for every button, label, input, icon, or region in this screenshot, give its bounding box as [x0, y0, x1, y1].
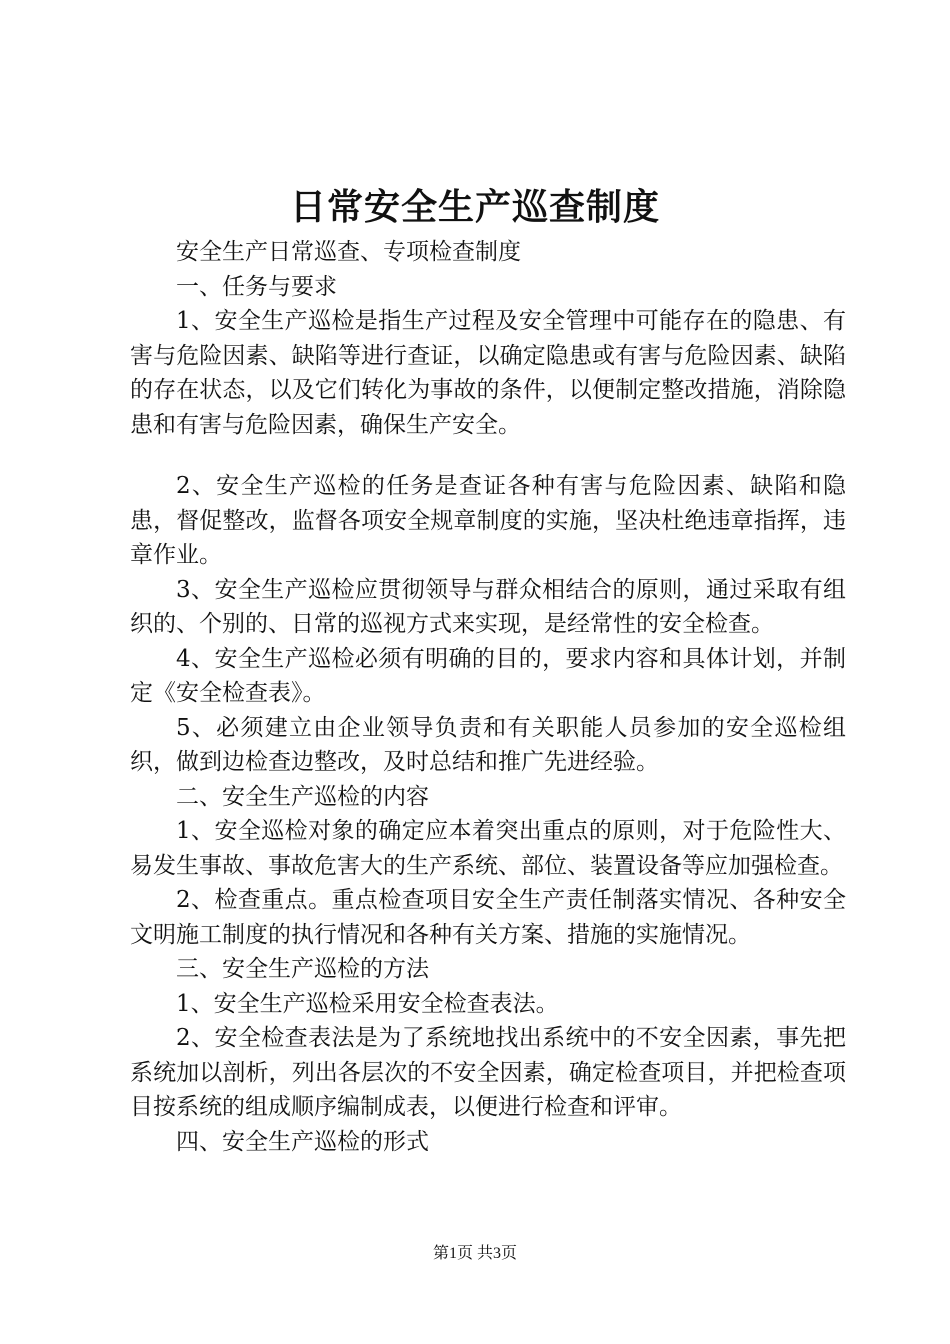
document-body — [130, 235, 846, 1159]
paragraph: 2、安全检查表法是为了系统地找出系统中的不安全因素，事先把系统加以剖析，列出各层次的不安全因素，确定检查项目，并把检查项目按系统的组成顺序编制成表，以便进行检查和评审。 — [130, 1025, 846, 1120]
paragraph: 2、检查重点。重点检查项目安全生产责任制落实情况、各种安全文明施工制度的执行情况和各种有关方案、措施的实施情况。 — [130, 887, 846, 948]
paragraph: 5、必须建立由企业领导负责和有关职能人员参加的安全巡检组织，做到边检查边整改，及时总结和推广先进经验。 — [130, 714, 846, 775]
paragraph: 2、安全生产巡检的任务是查证各种有害与危险因素、缺陷和隐患，督促整改，监督各项安全规章制度的实施，坚决杜绝违章指挥，违章作业。 — [130, 473, 846, 568]
section-heading: 二、安全生产巡检的内容 — [176, 783, 429, 810]
document-title: 日常安全生产巡查制度 — [289, 187, 660, 228]
paragraph: 4、安全生产巡检必须有明确的目的，要求内容和具体计划，并制定《安全检查表》。 — [130, 645, 846, 706]
paragraph: 1、安全生产巡检是指生产过程及安全管理中可能存在的隐患、有害与危险因素、缺陷等进行查证，以确定隐患或有害与危险因素、缺陷的存在状态，以及它们转化为事故的条件，以便制定整改措施，消除隐患和有害与危险因素，确保生产安全。 — [130, 308, 846, 438]
paragraph: 安全生产日常巡查、专项检查制度 — [176, 239, 521, 265]
paragraph: 1、安全巡检对象的确定应本着突出重点的原则，对于危险性大、易发生事故、事故危害大的生产系统、部位、装置设备等应加强检查。 — [130, 818, 846, 879]
paragraph: 3、安全生产巡检应贯彻领导与群众相结合的原则，通过采取有组织的、个别的、日常的巡视方式来实现，是经常性的安全检查。 — [130, 576, 846, 637]
section-heading: 四、安全生产巡检的形式 — [176, 1128, 429, 1155]
paragraph: 1、安全生产巡检采用安全检查表法。 — [176, 990, 559, 1017]
section-heading: 一、任务与要求 — [176, 273, 337, 300]
section-heading: 三、安全生产巡检的方法 — [176, 956, 429, 982]
page-footer: 第1页 共3页 — [432, 1245, 517, 1262]
